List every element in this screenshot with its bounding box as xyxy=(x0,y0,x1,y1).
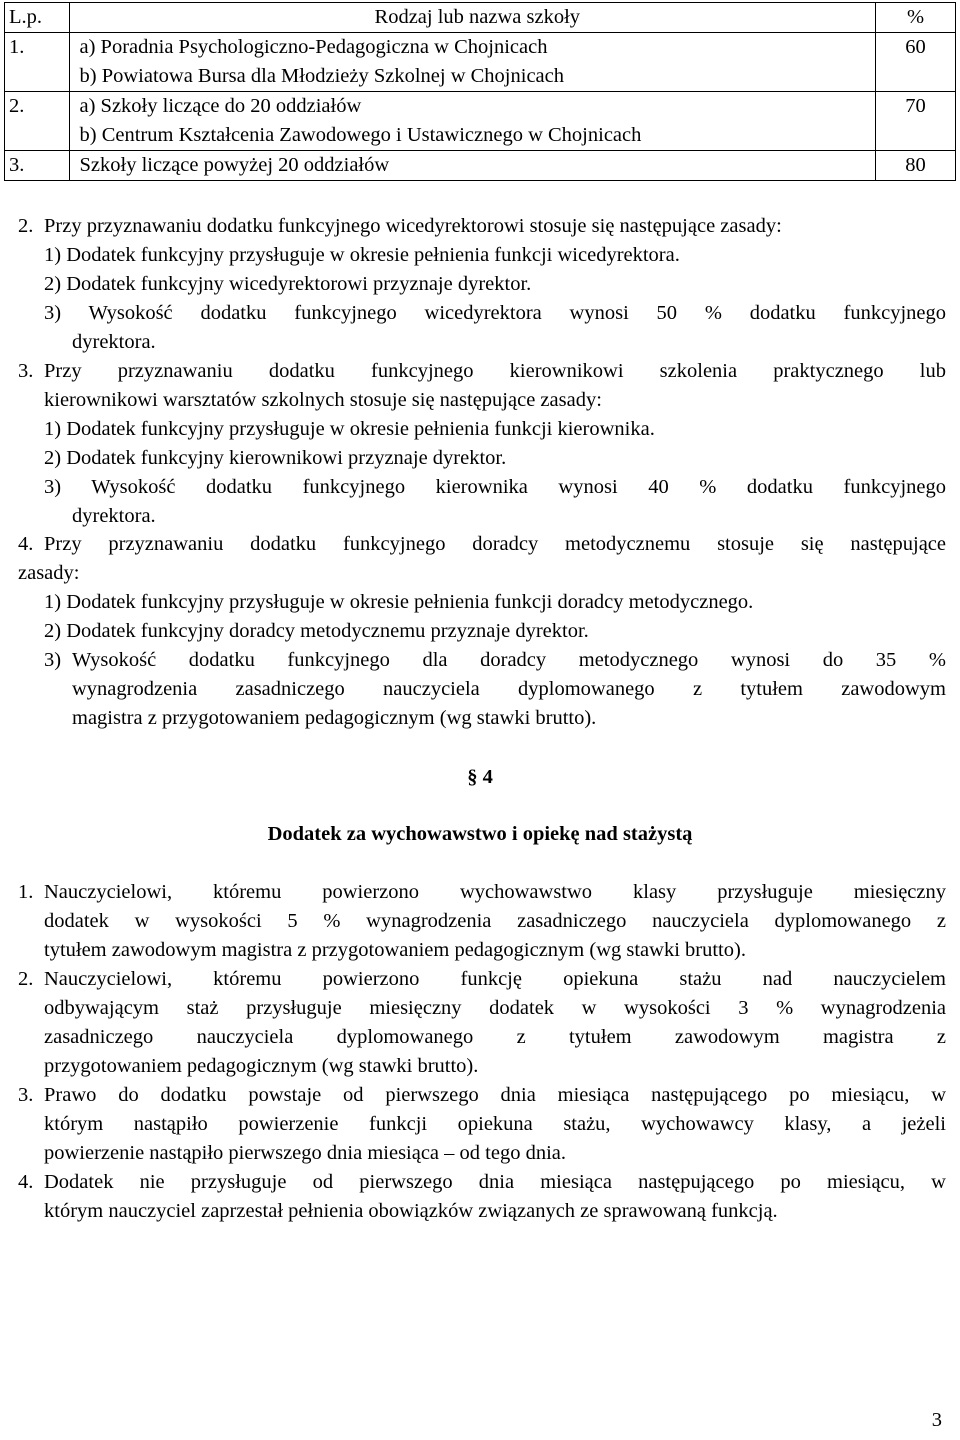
list-item: Wysokość dodatku funkcyjnego dla doradcy metodycznego wynosi do 35 % xyxy=(72,649,946,671)
row-line: a) Szkoły liczące do 20 oddziałów xyxy=(79,95,362,117)
point-text: powierzenie nastąpiło pierwszego dnia miesiąca – od tego dnia. xyxy=(44,1142,566,1164)
section-4 xyxy=(18,530,946,733)
table-header-row xyxy=(5,3,956,33)
point-number: 4. xyxy=(18,1171,34,1193)
row-school-name xyxy=(69,151,876,181)
row-line: Szkoły liczące powyżej 20 oddziałów xyxy=(79,154,390,176)
row-lp: 1. xyxy=(5,33,70,92)
list-item: 2) Dodatek funkcyjny kierownikowi przyznaje dyrektor. xyxy=(44,447,507,469)
point-text: przygotowaniem pedagogicznym (wg stawki brutto). xyxy=(44,1055,479,1077)
point-number: 3. xyxy=(18,1084,34,1106)
point-text: którym nauczyciel zaprzestał pełnienia obowiązków związanych ze sprawowaną funkcją. xyxy=(44,1200,778,1222)
section-number: 4. xyxy=(18,533,34,555)
table-row xyxy=(5,92,956,151)
page-number: 3 xyxy=(931,1409,942,1431)
section-intro: Przy przyznawaniu dodatku funkcyjnego kierownikowi szkolenia praktycznego lub xyxy=(44,360,946,382)
row-line: a) Poradnia Psychologiczno-Pedagogiczna w Chojnicach xyxy=(79,36,548,58)
section-intro: zasady: xyxy=(18,562,80,584)
list-item: 1) Dodatek funkcyjny przysługuje w okresie pełnienia funkcji kierownika. xyxy=(44,418,655,440)
school-percent-table xyxy=(4,2,956,181)
section-number: 2. xyxy=(18,215,34,237)
point-text: odbywającym staż przysługuje miesięczny dodatek w wysokości 3 % wynagrodzenia xyxy=(44,997,946,1019)
list-item: 1) Dodatek funkcyjny przysługuje w okresie pełnienia funkcji wicedyrektora. xyxy=(44,244,680,266)
row-percent: 60 xyxy=(876,33,956,92)
paragraph-symbol: § 4 xyxy=(467,766,493,788)
point-text: tytułem zawodowym magistra z przygotowaniem pedagogicznym (wg stawki brutto). xyxy=(44,939,746,961)
list-item: 2) Dodatek funkcyjny wicedyrektorowi przyznaje dyrektor. xyxy=(44,273,532,295)
row-school-name xyxy=(69,92,876,151)
row-lp: 3. xyxy=(5,151,70,181)
list-item: 2) Dodatek funkcyjny doradcy metodycznemu przyznaje dyrektor. xyxy=(44,620,589,642)
section-3 xyxy=(18,357,946,531)
point-number: 1. xyxy=(18,881,34,903)
paragraph-4-points xyxy=(18,878,946,1226)
table-row xyxy=(5,33,956,92)
row-percent: 80 xyxy=(876,151,956,181)
row-school-name xyxy=(69,33,876,92)
point-text: dodatek w wysokości 5 % wynagrodzenia zasadniczego nauczyciela dyplomowanego z xyxy=(44,910,946,932)
row-lp: 2. xyxy=(5,92,70,151)
row-percent: 70 xyxy=(876,92,956,151)
list-item-continuation: magistra z przygotowaniem pedagogicznym (wg stawki brutto). xyxy=(72,707,597,729)
list-item-label: 3) xyxy=(44,649,62,671)
point-text: zasadniczego nauczyciela dyplomowanego z tytułem zawodowym magistra z xyxy=(44,1026,946,1048)
point-text: którym nastąpiło powierzenie funkcji opiekuna stażu, wychowawcy klasy, a jeżeli xyxy=(44,1113,946,1135)
section-intro: Przy przyznawaniu dodatku funkcyjnego wicedyrektorowi stosuje się następujące zasady: xyxy=(44,215,782,237)
list-item: 3) Wysokość dodatku funkcyjnego kierownika wynosi 40 % dodatku funkcyjnego xyxy=(44,476,946,498)
list-item: 3) Wysokość dodatku funkcyjnego wicedyrektora wynosi 50 % dodatku funkcyjnego xyxy=(44,302,946,324)
point-number: 2. xyxy=(18,968,34,990)
paragraph-title: Dodatek za wychowawstwo i opiekę nad stażystą xyxy=(267,823,693,845)
header-school-type: Rodzaj lub nazwa szkoły xyxy=(69,3,876,33)
list-item-continuation: dyrektora. xyxy=(72,505,156,527)
point-text: Dodatek nie przysługuje od pierwszego dnia miesiąca następującego po miesiącu, w xyxy=(44,1171,946,1193)
table-row xyxy=(5,151,956,181)
header-percent: % xyxy=(876,3,956,33)
point-text: Prawo do dodatku powstaje od pierwszego dnia miesiąca następującego po miesiącu, w xyxy=(44,1084,946,1106)
point-text: Nauczycielowi, któremu powierzono wychowawstwo klasy przysługuje miesięczny xyxy=(44,881,946,903)
list-item: 1) Dodatek funkcyjny przysługuje w okresie pełnienia funkcji doradcy metodycznego. xyxy=(44,591,754,613)
section-2 xyxy=(18,212,946,357)
header-lp: L.p. xyxy=(5,3,70,33)
list-item-continuation: wynagrodzenia zasadniczego nauczyciela dyplomowanego z tytułem zawodowym xyxy=(72,678,946,700)
row-line: b) Powiatowa Bursa dla Młodzieży Szkolnej w Chojnicach xyxy=(79,65,564,87)
section-intro: Przy przyznawaniu dodatku funkcyjnego doradcy metodycznemu stosuje się następujące xyxy=(44,533,946,555)
list-item-continuation: dyrektora. xyxy=(72,331,156,353)
point-text: Nauczycielowi, któremu powierzono funkcję opiekuna stażu nad nauczycielem xyxy=(44,968,946,990)
section-intro: kierownikowi warsztatów szkolnych stosuje się następujące zasady: xyxy=(44,389,602,411)
section-number: 3. xyxy=(18,360,34,382)
row-line: b) Centrum Kształcenia Zawodowego i Ustawicznego w Chojnicach xyxy=(79,124,642,146)
